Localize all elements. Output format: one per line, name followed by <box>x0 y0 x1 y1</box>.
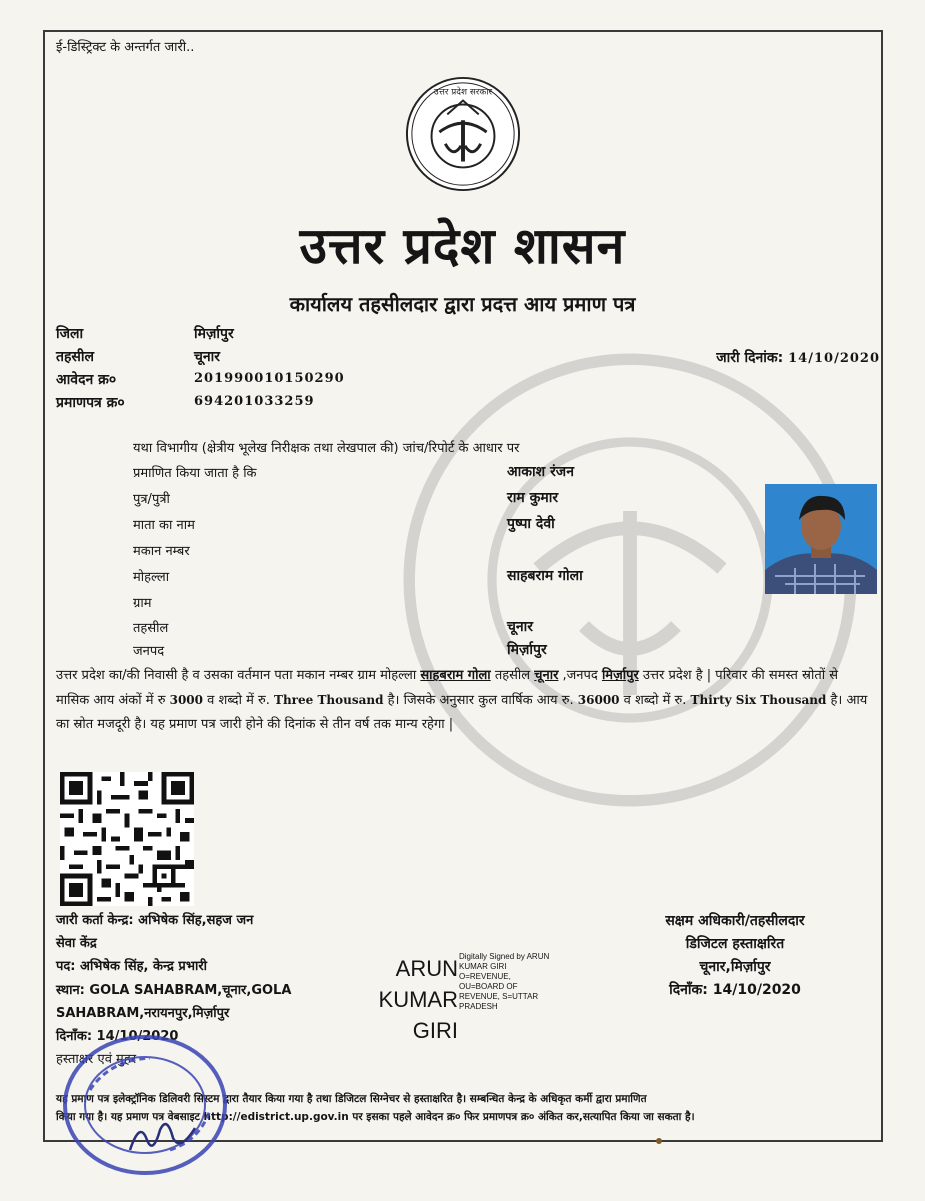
field-label-tehsil: तहसील <box>133 621 169 636</box>
tehsil-label: तहसील <box>56 349 94 365</box>
authority-date: दिनाँक: 14/10/2020 <box>669 982 801 998</box>
digital-signature-meta-4: OU=BOARD OF <box>459 982 518 991</box>
annual-income-words: Thirty Six Thousand <box>690 693 827 707</box>
issuer-center-line2: सेवा केंद्र <box>56 936 97 951</box>
district-value: मिर्ज़ापुर <box>194 326 234 342</box>
tehsil-value: चूनार <box>194 349 221 365</box>
digital-signer-name-line2: KUMAR <box>378 987 458 1012</box>
field-label-district: जनपद <box>133 644 165 659</box>
certificate-number-label: प्रमाणपत्र क्र० <box>56 395 125 411</box>
field-label-mother: माता का नाम <box>133 518 195 533</box>
paragraph-text-3: ,जनपद <box>558 668 602 683</box>
issue-date <box>716 348 880 367</box>
paragraph-text-7: व शब्दो में रु. <box>619 693 691 708</box>
footer-line1: यह प्रमाण पत्र इलेक्ट्रॉनिक डिलिवरी सिस्टम द्वारा तैयार किया गया है तथा डिजिटल सिग्नेचर से हस्ताक्षरित है। सम्बन्धित केन्द्र के अधिकृत कर्मी द्वारा प्रमाणित <box>56 1093 647 1105</box>
issuer-sign-seal-label: हस्ताक्षर एवं मुहर <box>56 1052 137 1067</box>
digital-signer-name <box>368 953 458 1046</box>
paragraph-locality: साहबराम गोला <box>420 668 491 683</box>
field-value-tehsil: चूनार <box>507 619 534 635</box>
income-statement-paragraph <box>56 664 871 737</box>
field-value-district: मिर्ज़ापुर <box>507 642 547 658</box>
paragraph-text-8: है। आय का स्रोत मजदूरी है। यह प्रमाण पत्र जारी होने की दिनांक से तीन वर्ष तक मान्य रहेगा | <box>56 693 868 732</box>
paragraph-tehsil: चूनार <box>534 668 559 683</box>
e-district-note: ई-डिस्ट्रिक्ट के अन्तर्गत जारी.. <box>56 40 195 55</box>
digital-signature-meta-2: KUMAR GIRI <box>459 962 507 971</box>
annual-income-amount: 36000 <box>577 693 620 707</box>
digital-signature-meta-5: REVENUE, S=UTTAR <box>459 992 539 1001</box>
issuer-center-line1: जारी कर्ता केन्द्र: अभिषेक सिंह,सहज जन <box>56 913 254 928</box>
digital-signature-details <box>459 952 589 1012</box>
issue-date-label: जारी दिनांक: <box>716 350 784 366</box>
monthly-income-amount: 3000 <box>169 693 204 707</box>
issuer-place-line1: स्थान: GOLA SAHABRAM,चूनार,GOLA <box>56 983 292 998</box>
handwritten-signature <box>125 1110 205 1160</box>
competent-authority-block <box>620 910 850 1002</box>
paragraph-text-1: उत्तर प्रदेश का/की निवासी है व उसका वर्तमान पता मकान नम्बर ग्राम मोहल्ला <box>56 668 421 683</box>
field-label-locality: मोहल्ला <box>133 570 170 585</box>
application-number-value: 201990010150290 <box>194 371 345 386</box>
field-label-village: ग्राम <box>133 596 152 611</box>
authority-location: चूनार,मिर्ज़ापुर <box>699 959 771 975</box>
qr-code <box>60 772 194 906</box>
paragraph-text-4: उत्तर प्रदेश है | परिवार की समस्त स्रोतों से मासिक आय अंकों में रु <box>56 668 839 708</box>
intro-line: यथा विभागीय (क्षेत्रीय भूलेख निरीक्षक तथा लेखपाल की) जांच/रिपोर्ट के आधार पर <box>133 441 520 456</box>
digital-signature-meta-3: O=REVENUE, <box>459 972 511 981</box>
authority-designation: सक्षम अधिकारी/तहसीलदार <box>665 913 805 929</box>
government-title: उत्तर प्रदेश शासन <box>299 216 626 275</box>
issuer-designation: पद: अभिषेक सिंह, केन्द्र प्रभारी <box>56 959 208 974</box>
field-label-name: प्रमाणित किया जाता है कि <box>133 466 257 481</box>
field-value-locality: साहबराम गोला <box>507 568 583 584</box>
paragraph-text-5: व शब्दो में रु. <box>203 693 275 708</box>
issuer-place-line2: SAHABRAM,नरायनपुर,मिर्ज़ापुर <box>56 1006 230 1021</box>
issue-date-value: 14/10/2020 <box>788 351 880 366</box>
field-label-house: मकान नम्बर <box>133 544 190 559</box>
issuer-date: दिनाँक: 14/10/2020 <box>56 1029 179 1044</box>
paragraph-text-6: है। जिसके अनुसार कुल वार्षिक आय रु. <box>383 693 578 708</box>
digital-signer-name-line3: GIRI <box>412 1018 458 1043</box>
applicant-photo <box>765 484 877 594</box>
district-label: जिला <box>56 326 84 342</box>
monthly-income-words: Three Thousand <box>274 693 384 707</box>
field-value-parent: राम कुमार <box>507 490 559 506</box>
certificate-number-value: 694201033259 <box>194 394 315 409</box>
digital-signature-meta-6: PRADESH <box>459 1002 498 1011</box>
digital-signer-name-line1: ARUN <box>395 956 458 981</box>
field-value-name: आकाश रंजन <box>507 464 574 480</box>
emblem-text: उत्तर प्रदेश सरकार <box>433 87 493 98</box>
paragraph-district: मिर्ज़ापुर <box>601 668 639 683</box>
certificate-title: कार्यालय तहसीलदार द्वारा प्रदत्त आय प्रमाण पत्र <box>289 292 636 316</box>
field-label-parent: पुत्र/पुत्री <box>133 492 170 507</box>
field-value-mother: पुष्पा देवी <box>507 516 555 532</box>
up-government-emblem <box>404 75 522 193</box>
paper-mark <box>656 1138 662 1144</box>
authority-digital-signed: डिजिटल हस्ताक्षरित <box>685 936 785 952</box>
application-number-label: आवेदन क्र० <box>56 372 117 388</box>
digital-signature-meta-1: Digitally Signed by ARUN <box>459 952 550 961</box>
paragraph-text-2: तहसील <box>490 668 535 683</box>
footer-line2: किया गया है। यह प्रमाण पत्र वेबसाइट http://edistrict.up.gov.in पर इसका पहले आवेदन क्र० फिर प्रमाणपत्र क्र० अंकित कर,सत्यापित किया जा सकता है। <box>56 1111 695 1123</box>
